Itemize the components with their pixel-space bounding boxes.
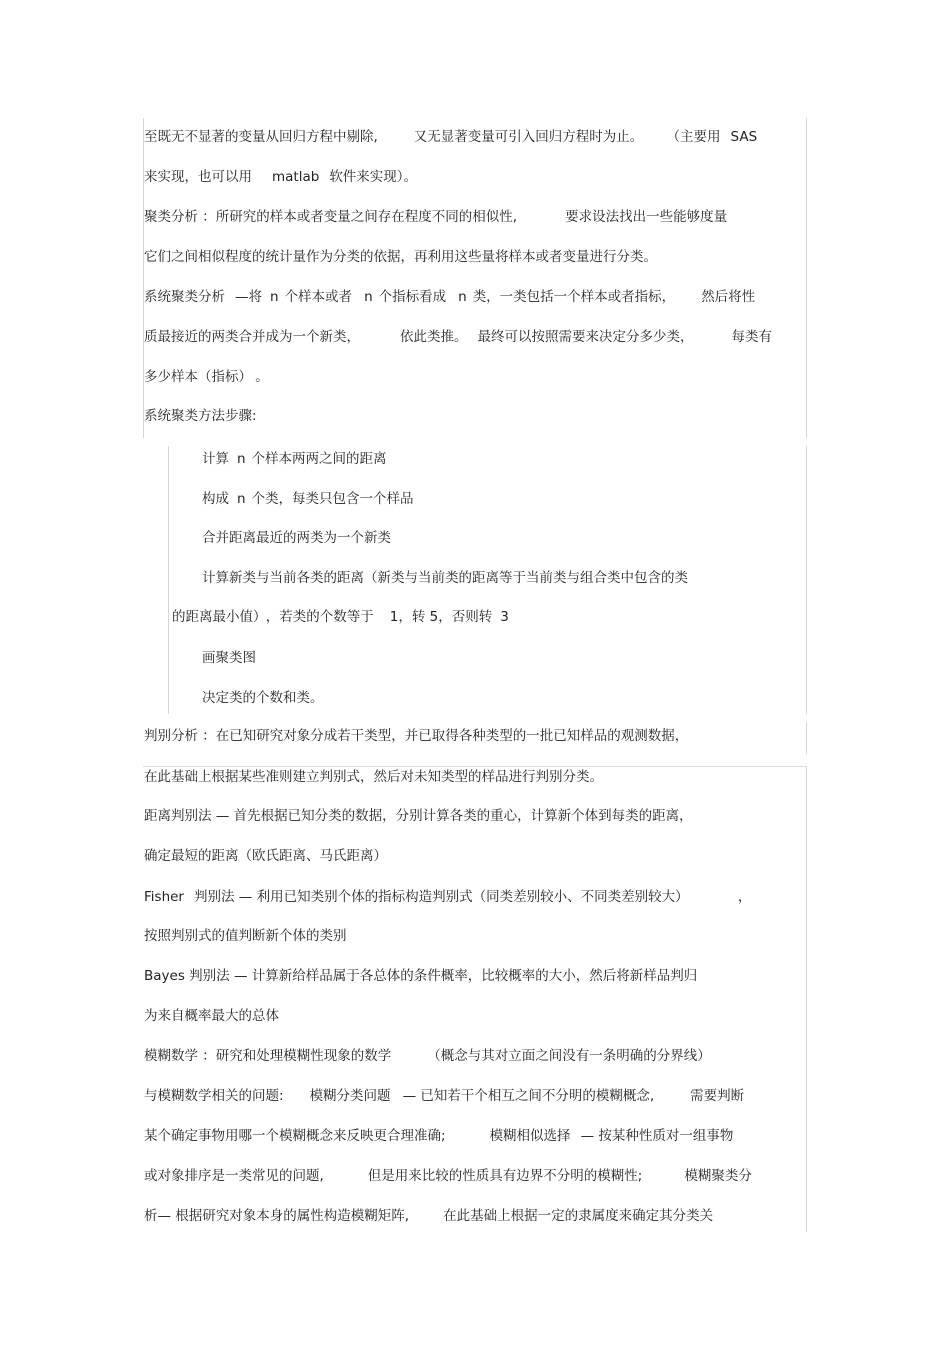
- text-span: matlab: [272, 169, 320, 185]
- column-border: [806, 766, 807, 1232]
- text-line: [144, 926, 347, 946]
- text-span: — 按某种性质对一组事物: [580, 1128, 734, 1144]
- text-span: n: [237, 491, 246, 507]
- text-span: — 已知若干个相互之间不分明的模糊概念,: [402, 1088, 655, 1104]
- text-line: [144, 287, 755, 307]
- text-span: 模糊分类问题: [309, 1088, 391, 1104]
- text-span: Fisher: [144, 889, 184, 905]
- text-span: n: [364, 289, 373, 305]
- text-span: 聚类分析 ：所研究的样本或者变量之间存在程度不同的相似性,: [144, 209, 518, 225]
- text-span: 个类，每类只包含一个样品: [251, 491, 414, 507]
- text-span: ，: [737, 889, 752, 905]
- text-span: 个样本或者: [284, 289, 353, 305]
- column-border: [806, 118, 807, 438]
- step-line: [202, 568, 688, 588]
- column-border: [143, 118, 144, 438]
- text-line: [144, 767, 603, 787]
- column-border: [806, 722, 807, 754]
- text-span: n: [458, 289, 467, 305]
- text-span: 按照判别式的值判断新个体的类别: [144, 928, 347, 944]
- text-line: [144, 367, 269, 387]
- column-border: [168, 446, 169, 714]
- text-span: 。: [255, 369, 269, 385]
- step-line: [172, 607, 509, 627]
- text-span: 每类有: [731, 329, 772, 345]
- text-span: 3: [500, 609, 509, 625]
- text-span: 在此基础上根据一定的隶属度来确定其分类关: [443, 1208, 714, 1224]
- text-line: [144, 207, 727, 227]
- text-span: 最终可以按照需要来决定分多少类，: [477, 329, 694, 345]
- text-span: 类，一类包括一个样本或者指标，: [472, 289, 676, 305]
- text-span: 为来自概率最大的总体: [144, 1008, 279, 1024]
- column-border: [806, 446, 807, 714]
- text-span: —将: [235, 289, 262, 305]
- text-line: [144, 1206, 713, 1226]
- text-span: （主要用: [673, 129, 721, 145]
- text-span: 系统聚类分析: [144, 289, 225, 305]
- text-span: 1，转 5，否则转: [389, 609, 493, 625]
- text-span: 依此类推。: [400, 329, 468, 345]
- text-line: [144, 127, 757, 147]
- text-line: [144, 327, 772, 347]
- text-span: 计算: [202, 451, 229, 467]
- text-span: 判别分析 ：在已知研究对象分成若干类型，并已取得各种类型的一批已知样品的观测数据，: [144, 728, 689, 744]
- step-line: [202, 688, 324, 708]
- text-line: [144, 846, 387, 866]
- text-line: [144, 406, 257, 426]
- text-line: [144, 1086, 744, 1106]
- text-span: 模糊相似选择: [489, 1128, 571, 1144]
- text-span: 软件来实现）: [329, 169, 404, 185]
- text-line: [144, 887, 751, 907]
- text-span: 来实现，也可以用: [144, 169, 252, 185]
- text-span: 质最接近的两类合并成为一个新类，: [144, 329, 360, 345]
- text-span: 要求设法找出一些能够度量: [565, 209, 728, 225]
- text-line: [144, 966, 697, 986]
- text-span: 画聚类图: [202, 650, 256, 666]
- text-span: 模糊聚类分: [684, 1168, 752, 1184]
- text-span: 与模糊数学相关的问题:: [144, 1088, 284, 1104]
- text-span: 某个确定事物用哪一个模糊概念来反映更合理准确;: [144, 1128, 446, 1144]
- text-span: 或对象排序是一类常见的问题,: [144, 1168, 324, 1184]
- text-span: 个指标看成: [378, 289, 447, 305]
- text-span: n: [270, 289, 279, 305]
- text-span: 构成: [202, 491, 229, 507]
- text-span: 又无显著变量可引入回归方程时为止。: [413, 129, 644, 145]
- text-span: 多少样本（指标）: [144, 369, 246, 385]
- text-span: 系统聚类方法步骤:: [144, 408, 257, 424]
- step-line: [202, 528, 391, 548]
- text-span: 距离判别法 — 首先根据已知分类的数据，分别计算各类的重心，计算新个体到每类的距离，: [144, 808, 693, 824]
- text-line: [144, 1046, 711, 1066]
- text-span: 然后将性: [701, 289, 756, 305]
- text-span: 的距离最小值）: [172, 609, 260, 625]
- text-span: ，若类的个数等于: [265, 609, 374, 625]
- text-line: [144, 806, 693, 826]
- text-span: 它们之间相似程度的统计量作为分类的依据，再利用这些量将样本或者变量进行分类。: [144, 249, 657, 265]
- text-line: [144, 1126, 733, 1146]
- text-span: 需要判断: [690, 1088, 745, 1104]
- text-span: 合并距离最近的两类为一个新类: [202, 530, 391, 546]
- text-span: 确定最短的距离（欧氏距离、马氏距离）: [144, 848, 387, 864]
- text-line: [144, 726, 688, 746]
- text-span: 计算新类与当前各类的距离（新类与当前类的距离等于当前类与组合类中包含的类: [202, 570, 688, 586]
- text-line: [144, 1166, 752, 1186]
- text-span: 至既无不显著的变量从回归方程中剔除,: [144, 129, 378, 145]
- text-line: [144, 1006, 279, 1026]
- step-line: [202, 489, 414, 509]
- text-span: 析— 根据研究对象本身的属性构造模糊矩阵,: [144, 1208, 410, 1224]
- step-line: [202, 449, 387, 469]
- text-line: [144, 167, 417, 187]
- text-span: （概念与其对立面之间没有一条明确的分界线）: [427, 1048, 711, 1064]
- text-span: Bayes 判别法 — 计算新给样品属于各总体的条件概率，比较概率的大小，然后将新样品判归: [144, 968, 698, 984]
- text-span: 判别法 — 利用已知类别个体的指标构造判别式（同类差别较小、不同类差别较大）: [193, 889, 682, 905]
- text-span: 。: [403, 169, 418, 185]
- text-span: 个样本两两之间的距离: [251, 451, 387, 467]
- text-line: [144, 247, 657, 267]
- text-span: n: [237, 451, 246, 467]
- text-span: 决定类的个数和类。: [202, 690, 324, 706]
- text-span: SAS: [730, 129, 758, 145]
- step-line: [202, 648, 256, 668]
- text-span: 但是用来比较的性质具有边界不分明的模糊性;: [367, 1168, 643, 1184]
- text-span: 模糊数学 ：研究和处理模糊性现象的数学: [144, 1048, 392, 1064]
- text-span: 在此基础上根据某些准则建立判别式，然后对未知类型的样品进行判别分类。: [144, 769, 603, 785]
